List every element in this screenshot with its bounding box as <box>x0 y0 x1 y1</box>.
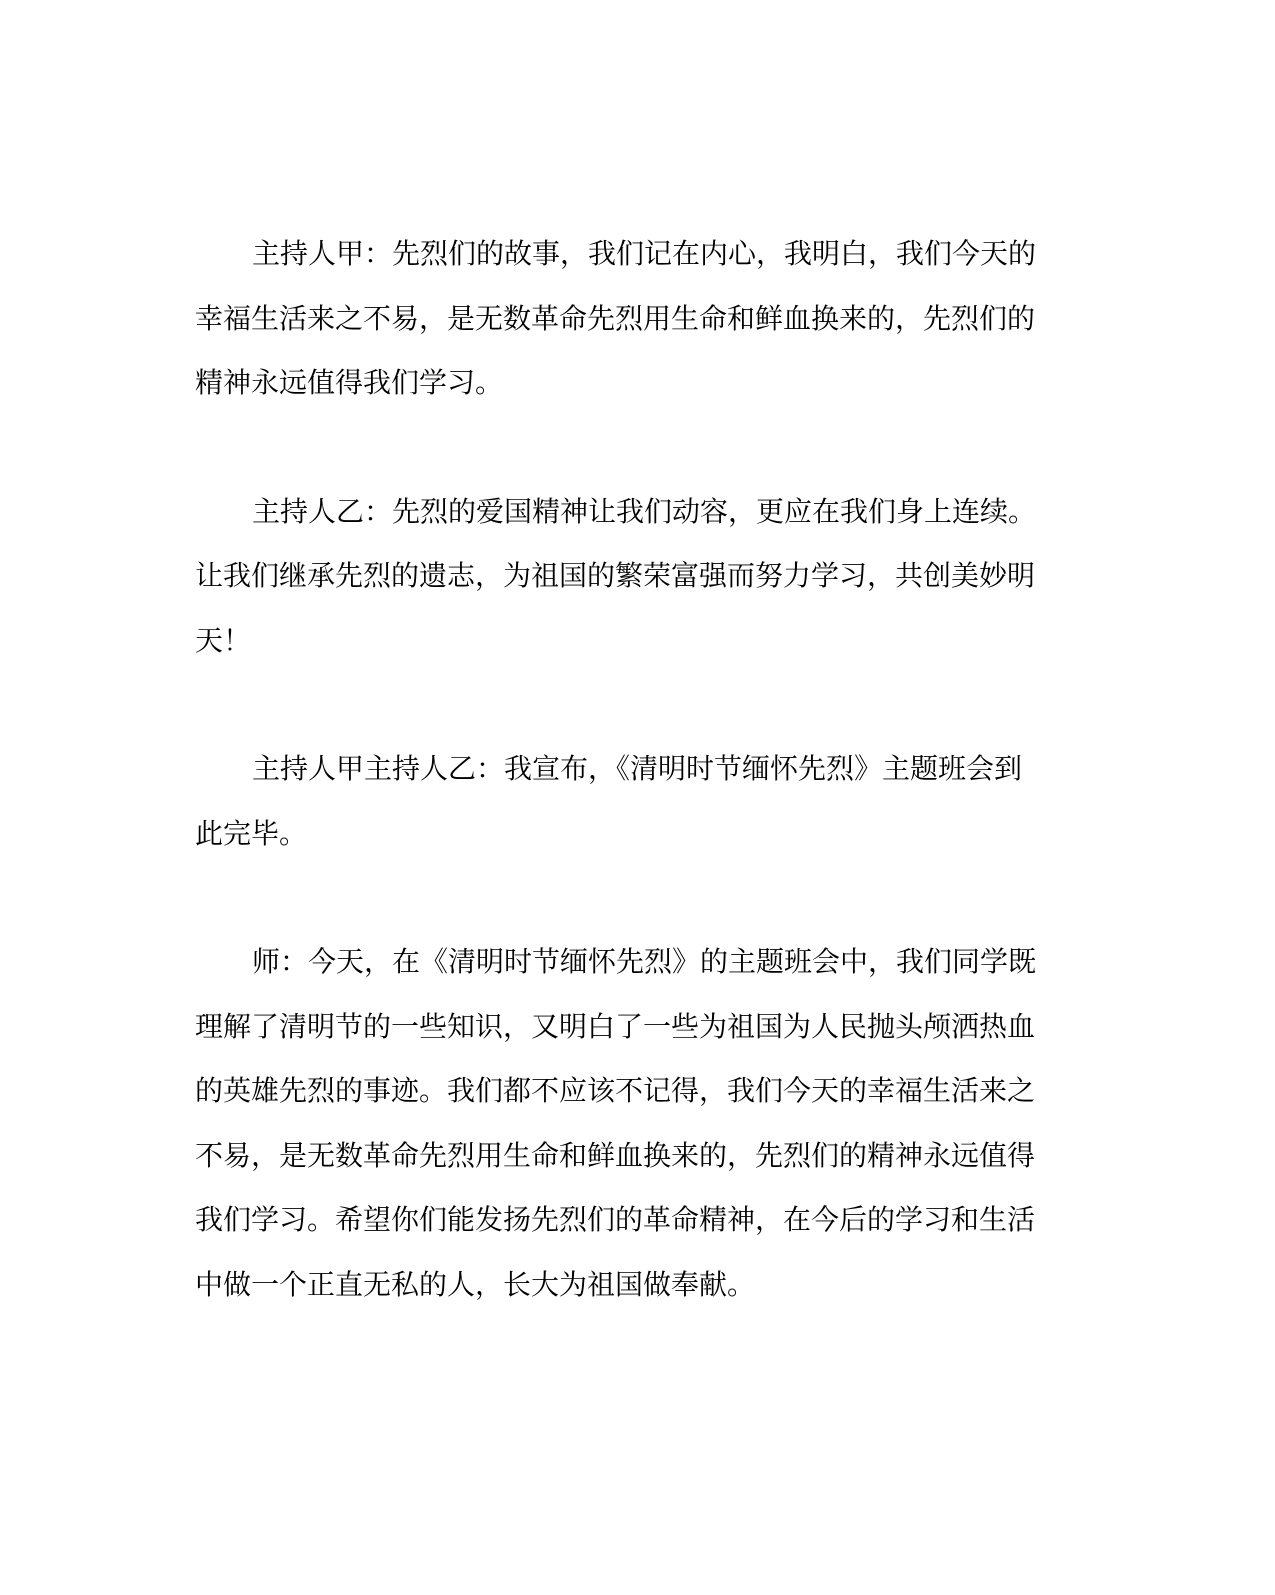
text-line: 让我们继承先烈的遗志，为祖国的繁荣富强而努力学习，共创美妙明 <box>195 559 1036 592</box>
text-line: 理解了清明节的一些知识，又明白了一些为祖国为人民抛头颅洒热血 <box>195 1009 1036 1043</box>
text-line: 幸福生活来之不易，是无数革命先烈用生命和鲜血换来的，先烈们的 <box>195 301 1036 335</box>
paragraph-host-b-patriotism <box>195 480 1055 674</box>
paragraph-host-a-stories <box>195 222 1055 416</box>
text-line: 师：今天，在《清明时节缅怀先烈》的主题班会中，我们同学既 <box>252 945 1037 978</box>
text-line: 中做一个正直无私的人，长大为祖国做奉献。 <box>195 1267 756 1301</box>
text-line: 的英雄先烈的事迹。我们都不应该不记得，我们今天的幸福生活来之 <box>195 1074 1036 1107</box>
paragraph-teacher-summary <box>195 930 1055 1317</box>
text-line: 不易，是无数革命先烈用生命和鲜血换来的，先烈们的精神永远值得 <box>195 1138 1036 1172</box>
paragraph-hosts-closing <box>195 737 1055 866</box>
text-line: 天！ <box>195 623 252 657</box>
text-line: 此完毕。 <box>195 816 308 850</box>
text-line: 主持人甲：先烈们的故事，我们记在内心，我明白，我们今天的 <box>252 237 1037 270</box>
text-line: 主持人乙：先烈的爱国精神让我们动容，更应在我们身上连续。 <box>252 494 1037 528</box>
text-line: 我们学习。希望你们能发扬先烈们的革命精神，在今后的学习和生活 <box>195 1203 1036 1236</box>
text-line: 主持人甲主持人乙：我宣布，《清明时节缅怀先烈》主题班会到 <box>252 752 1023 785</box>
document-body <box>195 222 1055 1317</box>
text-line: 精神永远值得我们学习。 <box>195 366 504 399</box>
